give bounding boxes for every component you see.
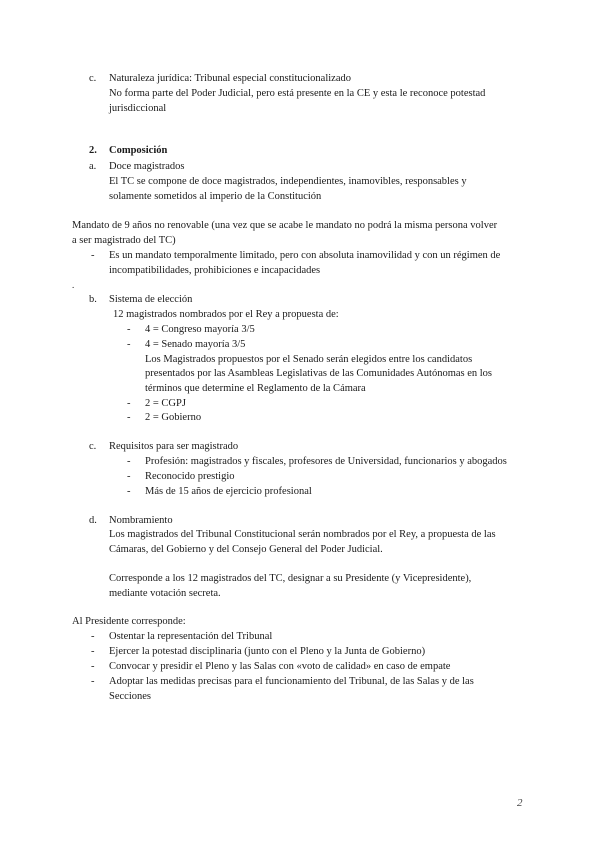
list-marker-c2: c. (89, 441, 97, 452)
bullet-dash: - (127, 412, 131, 423)
d-p1-line-2: Cámaras, del Gobierno y del Consejo General del Poder Judicial. (109, 544, 383, 555)
mandato-line-1: Mandato de 9 años no renovable (una vez que se acabe le mandato no podrá la misma persona volver (72, 220, 498, 231)
presidente-item-4: Adoptar las medidas precisas para el funcionamiento del Tribunal, de las Salas y de las (109, 676, 474, 687)
a-desc-line-1: El TC se compone de doce magistrados, independientes, inamovibles, responsables y (109, 176, 467, 187)
d-p1-line-1: Los magistrados del Tribunal Constitucional serán nombrados por el Rey, a propuesta de las (109, 529, 496, 540)
b-item-cgpj: 2 = CGPJ (145, 398, 186, 409)
a-desc-line-2: solamente sometidos al imperio de la Constitución (109, 191, 322, 202)
presidente-intro: Al Presidente corresponde: (72, 616, 186, 627)
list-marker-d: d. (89, 515, 97, 526)
presidente-item-3: Convocar y presidir el Pleno y las Salas con «voto de calidad» en caso de empate (109, 661, 451, 672)
bullet-dash: - (91, 661, 95, 672)
d-p2-line-1: Corresponde a los 12 magistrados del TC, designar a su Presidente (y Vicepresidente), (109, 573, 472, 584)
c-item-experiencia: Más de 15 años de ejercicio profesional (145, 486, 312, 497)
composicion-heading: Composición (109, 145, 168, 156)
bullet-dash: - (91, 676, 95, 687)
presidente-item-2: Ejercer la potestad disciplinaria (junto con el Pleno y la Junta de Gobierno) (109, 646, 426, 657)
b-item-gobierno: 2 = Gobierno (145, 412, 202, 423)
b-item-congreso: 4 = Congreso mayoría 3/5 (145, 324, 255, 335)
list-marker-c: c. (89, 73, 97, 84)
bullet-dash: - (127, 471, 131, 482)
b-title: Sistema de elección (109, 294, 193, 305)
bullet-dash: - (91, 646, 95, 657)
b-intro: 12 magistrados nombrados por el Rey a propuesta de: (113, 309, 339, 320)
d-p2-line-2: mediante votación secreta. (109, 588, 221, 599)
stray-dot: . (72, 280, 75, 290)
b-item-senado: 4 = Senado mayoría 3/5 (145, 339, 246, 350)
page-number: 2 (517, 797, 523, 809)
a-title: Doce magistrados (109, 161, 185, 172)
mandato-bullet-line-2: incompatibilidades, prohibiciones e incapacidades (109, 265, 321, 276)
list-marker-a: a. (89, 161, 97, 172)
bullet-dash: - (127, 456, 131, 467)
bullet-dash: - (127, 486, 131, 497)
mandato-line-2: a ser magistrado del TC) (72, 235, 176, 246)
senado-desc-line-1: Los Magistrados propuestos por el Senado serán elegidos entre los candidatos (145, 354, 473, 365)
presidente-item-4-cont: Secciones (109, 691, 151, 702)
presidente-item-1: Ostentar la representación del Tribunal (109, 631, 273, 642)
bullet-dash: - (127, 339, 131, 350)
bullet-dash: - (91, 250, 95, 261)
bullet-dash: - (127, 324, 131, 335)
c-item-prestigio: Reconocido prestigio (145, 471, 235, 482)
composicion-number: 2. (89, 145, 97, 156)
mandato-bullet-line-1: Es un mandato temporalmente limitado, pero con absoluta inamovilidad y con un régimen de (109, 250, 501, 261)
nature-title: Naturaleza jurídica: Tribunal especial constitucionalizado (109, 73, 352, 84)
bullet-dash: - (127, 398, 131, 409)
d-title: Nombramiento (109, 515, 173, 526)
bullet-dash: - (91, 631, 95, 642)
list-marker-b: b. (89, 294, 97, 305)
senado-desc-line-3: términos que determine el Reglamento de la Cámara (145, 383, 366, 394)
nature-desc-line-2: jurisdiccional (109, 103, 167, 114)
c-item-profesion: Profesión: magistrados y fiscales, profesores de Universidad, funcionarios y abogados (145, 456, 507, 467)
c-title: Requisitos para ser magistrado (109, 441, 239, 452)
nature-desc-line-1: No forma parte del Poder Judicial, pero está presente en la CE y esta le reconoce potestad (109, 88, 486, 99)
senado-desc-line-2: presentados por las Asambleas Legislativas de las Comunidades Autónomas en los (145, 368, 493, 379)
